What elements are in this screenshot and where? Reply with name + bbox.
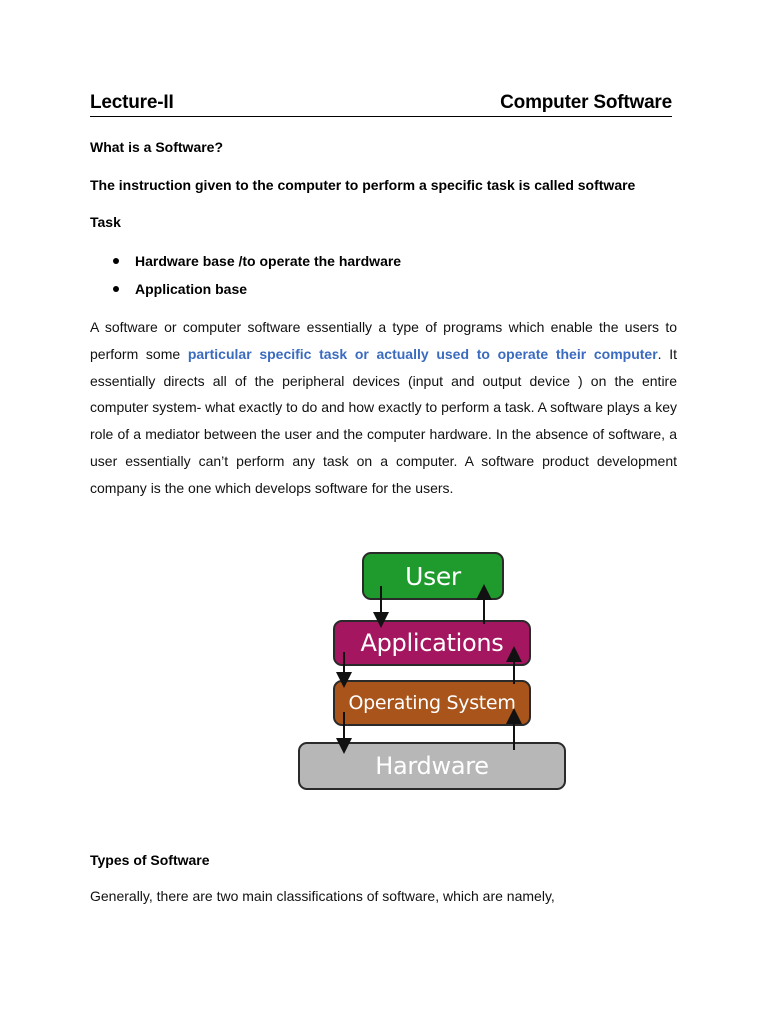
software-description xyxy=(90,314,677,502)
definition-text: The instruction given to the computer to perform a specific task is called software xyxy=(90,177,636,193)
layer-hardware: Hardware xyxy=(298,742,566,790)
highlighted-phrase: particular specific task or actually used to operate their computer xyxy=(187,345,658,362)
diagram-arrows xyxy=(296,548,570,794)
list-item xyxy=(110,278,401,306)
paragraph-rest: . It essentially directs all of the peripheral devices (input and output device ) on the entire computer system- what exactly to do and how exactly to perform a task. A software plays a key role of a mediator between the user and the computer hardware. In the absence of software, a user essentially can’t perform any task on a computer. A software product development company is the one which develops software for the users. xyxy=(90,345,678,496)
layer-applications: Applications xyxy=(333,620,531,666)
layer-user: User xyxy=(362,552,504,600)
list-item-text: Hardware base /to operate the hardware xyxy=(135,253,402,269)
bullet-icon xyxy=(113,258,119,264)
types-intro-text: Generally, there are two main classifications of software, which are namely, xyxy=(90,888,555,904)
question-heading: What is a Software? xyxy=(90,139,224,155)
types-heading: Types of Software xyxy=(90,852,210,868)
paragraph-intro: A software or computer software essentially a type of programs which enable the users to perform some xyxy=(90,319,677,362)
lecture-header xyxy=(90,92,672,117)
task-list xyxy=(110,250,401,306)
lecture-number: Lecture-II xyxy=(90,92,174,113)
list-item xyxy=(110,250,401,278)
software-layers-diagram xyxy=(296,548,570,794)
task-heading: Task xyxy=(90,214,121,230)
layer-operating-system: Operating System xyxy=(333,680,531,726)
bullet-icon xyxy=(113,286,119,292)
lecture-topic: Computer Software xyxy=(500,92,672,113)
list-item-text: Application base xyxy=(135,281,248,297)
